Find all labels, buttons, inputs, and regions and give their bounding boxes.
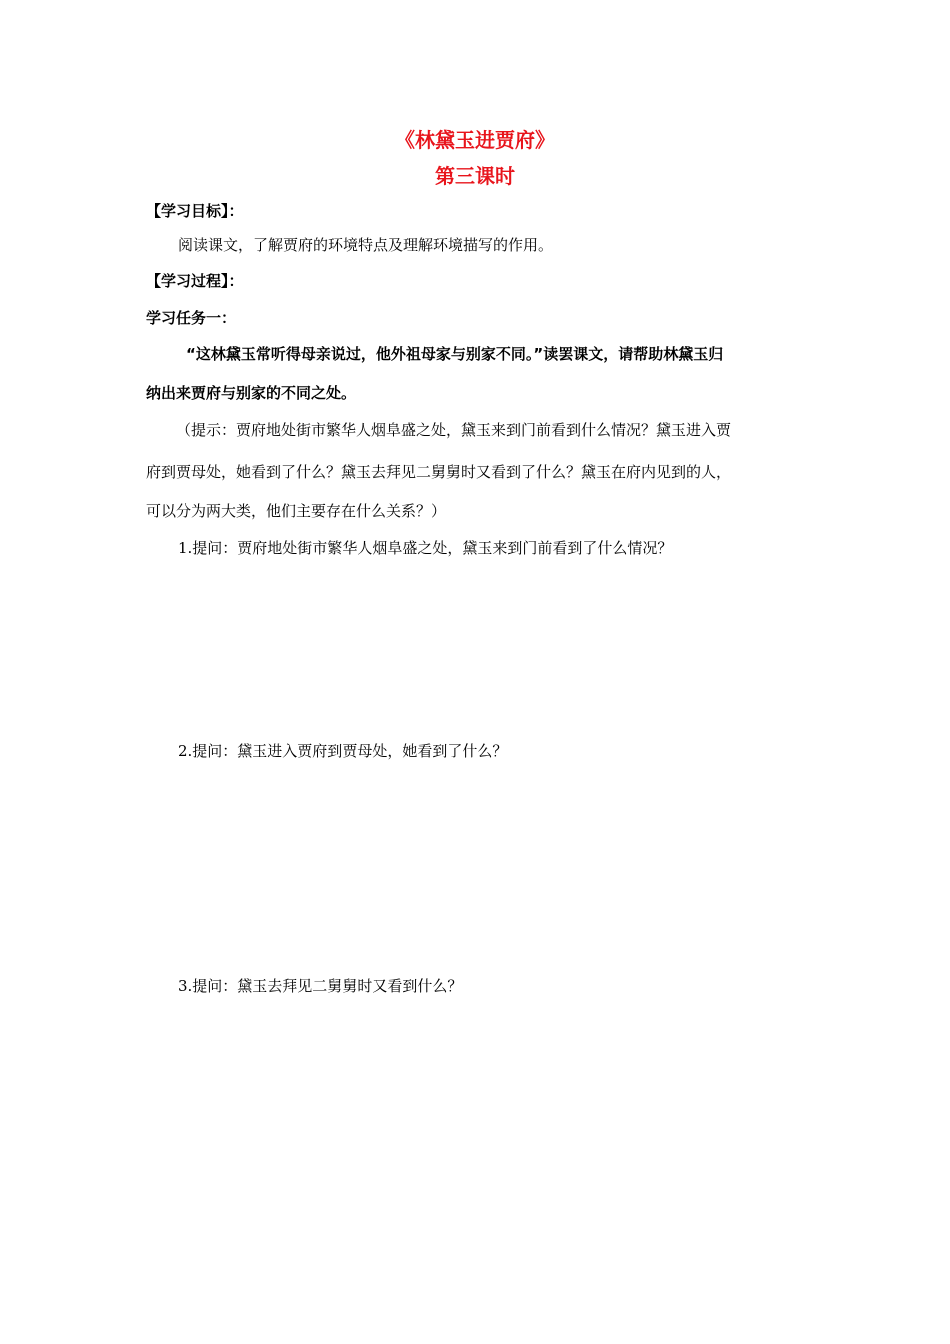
process-heading: 【学习过程】： (146, 272, 244, 290)
document-subtitle: 第三课时 (435, 164, 515, 188)
task-text-line-1: “这林黛玉常听得母亲说过，他外祖母家与别家不同。”读罢课文，请帮助林黛玉归 (186, 345, 724, 363)
question-1: 1.提问：贾府地处街市繁华人烟阜盛之处，黛玉来到门前看到了什么情况？ (178, 539, 673, 557)
question-3: 3.提问：黛玉去拜见二舅舅时又看到什么？ (178, 977, 463, 995)
question-2: 2.提问：黛玉进入贾府到贾母处，她看到了什么？ (178, 742, 508, 760)
hint-line-2: 府到贾母处，她看到了什么？黛玉去拜见二舅舅时又看到了什么？黛玉在府内见到的人， (146, 463, 732, 481)
task-text-line-2: 纳出来贾府与别家的不同之处。 (146, 384, 357, 402)
goal-text: 阅读课文，了解贾府的环境特点及理解环境描写的作用。 (178, 236, 554, 254)
hint-line-1: （提示：贾府地处街市繁华人烟阜盛之处，黛玉来到门前看到什么情况？黛玉进入贾 (176, 421, 732, 439)
document-title: 《林黛玉进贾府》 (395, 128, 555, 152)
task-heading: 学习任务一： (146, 309, 237, 327)
hint-line-3: 可以分为两大类，他们主要存在什么关系？） (146, 502, 447, 520)
goal-heading: 【学习目标】： (146, 202, 244, 220)
